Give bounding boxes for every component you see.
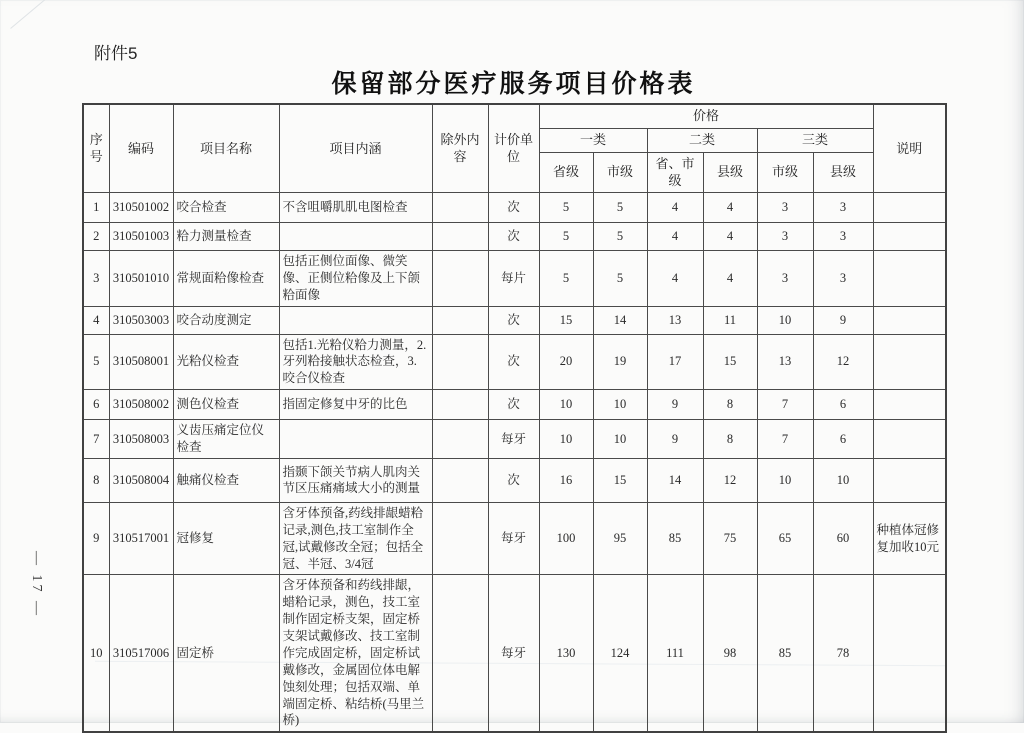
table-row <box>83 420 946 459</box>
unit-cell: 次 <box>488 222 539 250</box>
price-cell-3: 8 <box>703 420 757 459</box>
note-cell <box>873 390 946 420</box>
price-cell-3: 4 <box>703 192 757 222</box>
code-cell: 310508003 <box>109 420 173 459</box>
exclusion-cell <box>432 334 488 390</box>
header-price-group: 价格 <box>539 104 873 128</box>
item-name-cell: 光粭仪检查 <box>173 334 279 390</box>
table-row <box>83 502 946 575</box>
code-cell: 310508004 <box>109 458 173 502</box>
note-cell <box>873 334 946 390</box>
header-class2: 二类 <box>647 128 757 152</box>
price-cell-4: 7 <box>757 420 813 459</box>
price-cell-3: 75 <box>703 502 757 575</box>
price-cell-4: 65 <box>757 502 813 575</box>
note-cell <box>873 250 946 306</box>
exclusion-cell <box>432 250 488 306</box>
code-cell: 310517001 <box>109 502 173 575</box>
seq-cell: 6 <box>83 390 109 420</box>
exclusion-cell <box>432 502 488 575</box>
page-number: — 17 — <box>29 551 44 618</box>
header-sub-municipal-3: 市级 <box>757 152 813 192</box>
price-cell-2: 17 <box>647 334 703 390</box>
header-unit: 计价单位 <box>488 104 539 192</box>
price-cell-5: 3 <box>813 222 873 250</box>
item-name-cell: 咬合检查 <box>173 192 279 222</box>
header-seq: 序号 <box>83 104 109 192</box>
exclusion-cell <box>432 458 488 502</box>
seq-cell: 8 <box>83 458 109 502</box>
price-cell-2: 4 <box>647 222 703 250</box>
code-cell: 310503003 <box>109 306 173 334</box>
item-content-cell: 指颞下颌关节病人肌肉关节区压痛痛域大小的测量 <box>279 458 432 502</box>
code-cell: 310508001 <box>109 334 173 390</box>
header-sub-prov-muni-2: 省、市级 <box>647 152 703 192</box>
note-cell <box>873 222 946 250</box>
price-cell-2: 9 <box>647 420 703 459</box>
price-cell-1: 5 <box>593 250 647 306</box>
page-title: 保留部分医疗服务项目价格表 <box>331 71 696 98</box>
exclusion-cell <box>432 222 488 250</box>
price-cell-5: 78 <box>813 575 873 732</box>
unit-cell: 每片 <box>488 250 539 306</box>
header-note: 说明 <box>873 104 946 192</box>
seq-cell: 4 <box>83 306 109 334</box>
unit-cell: 次 <box>488 458 539 502</box>
price-cell-0: 16 <box>539 458 593 502</box>
table-row <box>83 334 946 390</box>
price-cell-3: 4 <box>703 250 757 306</box>
price-cell-3: 12 <box>703 458 757 502</box>
price-cell-5: 9 <box>813 306 873 334</box>
item-content-cell: 包括正侧位面像、微笑像、正侧位粭像及上下颌粭面像 <box>279 250 432 306</box>
seq-cell: 1 <box>83 192 109 222</box>
unit-cell: 次 <box>488 306 539 334</box>
price-cell-2: 9 <box>647 390 703 420</box>
header-sub-provincial-1: 省级 <box>539 152 593 192</box>
table-header <box>83 104 946 192</box>
price-cell-0: 15 <box>539 306 593 334</box>
seq-cell: 5 <box>83 334 109 390</box>
price-cell-1: 95 <box>593 502 647 575</box>
item-content-cell: 不含咀嚼肌肌电图检查 <box>279 192 432 222</box>
header-sub-county-3: 县级 <box>813 152 873 192</box>
price-cell-0: 5 <box>539 192 593 222</box>
price-cell-4: 85 <box>757 575 813 732</box>
seq-cell: 7 <box>83 420 109 459</box>
unit-cell: 次 <box>488 192 539 222</box>
item-name-cell: 测色仪检查 <box>173 390 279 420</box>
price-cell-0: 5 <box>539 222 593 250</box>
attachment-label: 附件5 <box>94 44 138 63</box>
table-body <box>83 192 946 732</box>
table-row <box>83 458 946 502</box>
item-content-cell: 包括1.光粭仪粭力测量，2.牙列粭接触状态检查，3.咬合仪检查 <box>279 334 432 390</box>
price-cell-1: 14 <box>593 306 647 334</box>
note-cell <box>873 192 946 222</box>
seq-cell: 9 <box>83 502 109 575</box>
price-cell-3: 98 <box>703 575 757 732</box>
table-row <box>83 192 946 222</box>
seq-cell: 2 <box>83 222 109 250</box>
exclusion-cell <box>432 575 488 732</box>
price-cell-4: 3 <box>757 250 813 306</box>
note-cell <box>873 306 946 334</box>
item-name-cell: 冠修复 <box>173 502 279 575</box>
note-cell: 种植体冠修复加收10元 <box>873 502 946 575</box>
item-name-cell: 固定桥 <box>173 575 279 732</box>
price-cell-1: 5 <box>593 192 647 222</box>
header-item-name: 项目名称 <box>173 104 279 192</box>
price-cell-1: 10 <box>593 390 647 420</box>
price-cell-1: 19 <box>593 334 647 390</box>
price-cell-0: 100 <box>539 502 593 575</box>
exclusion-cell <box>432 192 488 222</box>
item-name-cell: 触痛仪检查 <box>173 458 279 502</box>
price-cell-5: 6 <box>813 390 873 420</box>
price-cell-0: 10 <box>539 420 593 459</box>
price-cell-3: 15 <box>703 334 757 390</box>
price-cell-2: 111 <box>647 575 703 732</box>
header-class1: 一类 <box>539 128 647 152</box>
table-row <box>83 306 946 334</box>
price-cell-0: 5 <box>539 250 593 306</box>
item-content-cell <box>279 306 432 334</box>
price-cell-2: 85 <box>647 502 703 575</box>
unit-cell: 每牙 <box>488 575 539 732</box>
price-cell-5: 3 <box>813 250 873 306</box>
item-content-cell: 含牙体预备和药线排龈，蜡粭记录，测色，技工室制作固定桥支架，固定桥支架试戴修改、技工室制作完成固定桥，固定桥试戴修改，金属固位体电解蚀刻处理；包括双端、单端固定桥、粘结桥(马里兰桥) <box>279 575 432 732</box>
price-table <box>82 103 947 733</box>
price-cell-0: 10 <box>539 390 593 420</box>
item-name-cell: 义齿压痛定位仪检查 <box>173 420 279 459</box>
unit-cell: 每牙 <box>488 420 539 459</box>
price-cell-4: 3 <box>757 222 813 250</box>
code-cell: 310501003 <box>109 222 173 250</box>
exclusion-cell <box>432 390 488 420</box>
item-name-cell: 咬合动度测定 <box>173 306 279 334</box>
scan-crease-artifact <box>10 0 54 29</box>
header-item-content: 项目内涵 <box>279 104 432 192</box>
item-name-cell: 粭力测量检查 <box>173 222 279 250</box>
item-content-cell <box>279 222 432 250</box>
code-cell: 310501002 <box>109 192 173 222</box>
header-sub-municipal-1: 市级 <box>593 152 647 192</box>
code-cell: 310508002 <box>109 390 173 420</box>
price-cell-2: 14 <box>647 458 703 502</box>
unit-cell: 次 <box>488 334 539 390</box>
item-content-cell: 含牙体预备,药线排龈蜡粭记录,测色,技工室制作全冠,试戴修改全冠；包括全冠、半冠、3/4冠 <box>279 502 432 575</box>
price-cell-5: 60 <box>813 502 873 575</box>
table-row <box>83 390 946 420</box>
seq-cell: 10 <box>83 575 109 732</box>
price-cell-3: 4 <box>703 222 757 250</box>
price-cell-5: 12 <box>813 334 873 390</box>
price-cell-1: 10 <box>593 420 647 459</box>
price-cell-1: 15 <box>593 458 647 502</box>
price-cell-2: 13 <box>647 306 703 334</box>
header-code: 编码 <box>109 104 173 192</box>
price-cell-4: 10 <box>757 458 813 502</box>
price-cell-5: 10 <box>813 458 873 502</box>
price-cell-1: 124 <box>593 575 647 732</box>
price-cell-4: 7 <box>757 390 813 420</box>
header-class3: 三类 <box>757 128 873 152</box>
price-cell-4: 10 <box>757 306 813 334</box>
code-cell: 310517006 <box>109 575 173 732</box>
price-cell-4: 3 <box>757 192 813 222</box>
header-exclusion: 除外内容 <box>432 104 488 192</box>
exclusion-cell <box>432 420 488 459</box>
note-cell <box>873 575 946 732</box>
price-cell-1: 5 <box>593 222 647 250</box>
item-content-cell: 指固定修复中牙的比色 <box>279 390 432 420</box>
table-row <box>83 250 946 306</box>
unit-cell: 每牙 <box>488 502 539 575</box>
table-row <box>83 575 946 732</box>
note-cell <box>873 420 946 459</box>
price-cell-0: 20 <box>539 334 593 390</box>
price-cell-4: 13 <box>757 334 813 390</box>
code-cell: 310501010 <box>109 250 173 306</box>
item-content-cell <box>279 420 432 459</box>
price-cell-5: 6 <box>813 420 873 459</box>
price-cell-2: 4 <box>647 250 703 306</box>
item-name-cell: 常规面粭像检查 <box>173 250 279 306</box>
price-cell-3: 11 <box>703 306 757 334</box>
table-row <box>83 222 946 250</box>
price-cell-3: 8 <box>703 390 757 420</box>
note-cell <box>873 458 946 502</box>
header-sub-county-2: 县级 <box>703 152 757 192</box>
unit-cell: 次 <box>488 390 539 420</box>
seq-cell: 3 <box>83 250 109 306</box>
price-cell-2: 4 <box>647 192 703 222</box>
price-cell-0: 130 <box>539 575 593 732</box>
exclusion-cell <box>432 306 488 334</box>
price-cell-5: 3 <box>813 192 873 222</box>
